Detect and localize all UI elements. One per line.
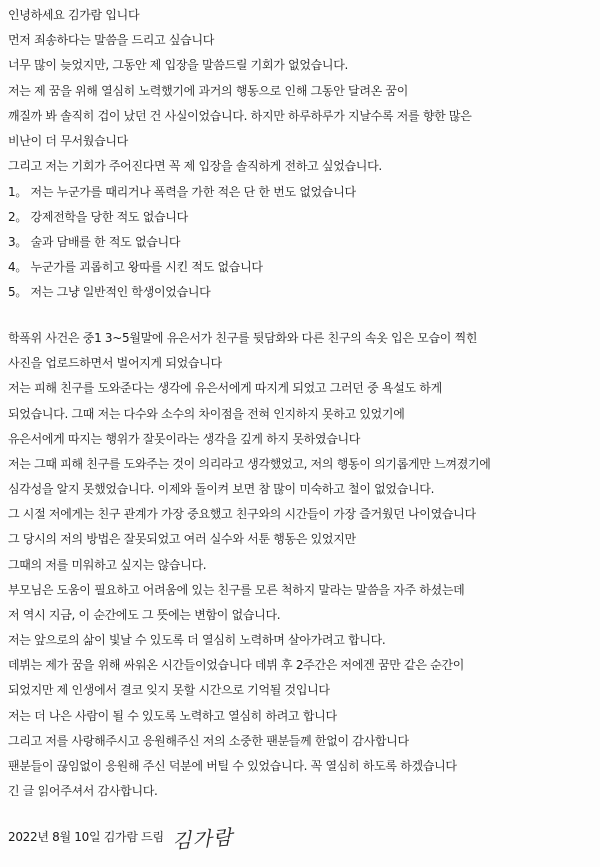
- letter-line: 5。 저는 그냥 일반적인 학생이었습니다: [8, 285, 211, 299]
- letter-line: 먼저 죄송하다는 말씀을 드리고 싶습니다: [8, 33, 215, 47]
- letter-line: 그리고 저는 기회가 주어진다면 꼭 제 입장을 솔직하게 전하고 싶었습니다.: [8, 159, 382, 173]
- letter-line: 되었지만 제 인생에서 결코 잊지 못할 시간으로 기억될 것입니다: [8, 683, 330, 697]
- letter-line: 그 시절 저에게는 친구 관계가 가장 중요했고 친구와의 시간들이 가장 즐거웠던 나이였습니다: [8, 507, 476, 521]
- letter-line: 사진을 업로드하면서 벌어지게 되었습니다: [8, 356, 222, 370]
- letter-line: 되었습니다. 그때 저는 다수와 소수의 차이점을 전혀 인지하지 못하고 있었기에: [8, 407, 405, 421]
- letter-line: 팬분들이 끊임없이 응원해 주신 덕분에 버틸 수 있었습니다. 꼭 열심히 하도록 하겠습니다: [8, 759, 457, 773]
- letter-line: 너무 많이 늦었지만, 그동안 제 입장을 말씀드릴 기회가 없었습니다.: [8, 58, 349, 72]
- letter-line: 저는 그때 피해 친구를 도와주는 것이 의리라고 생각했었고, 저의 행동이 의기롭게만 느껴졌기에: [8, 457, 491, 471]
- letter-line: 2。 강제전학을 당한 적도 없습니다: [8, 210, 188, 224]
- letter-line: 4。 누군가를 괴롭히고 왕따를 시킨 적도 없습니다: [8, 260, 263, 274]
- letter-line: 저는 피해 친구를 도와준다는 생각에 유은서에게 따지게 되었고 그러던 중 욕설도 하게: [8, 381, 442, 395]
- letter-line: 유은서에게 따지는 행위가 잘못이라는 생각을 깊게 하지 못하였습니다: [8, 432, 361, 446]
- letter-line: 부모님은 도움이 필요하고 어려움에 있는 친구를 모른 척하지 말라는 말씀을 자주 하셨는데: [8, 583, 465, 597]
- letter-line: 저는 더 나은 사람이 될 수 있도록 노력하고 열심히 하려고 합니다: [8, 709, 337, 723]
- letter-line: 비난이 더 무서웠습니다: [8, 134, 128, 148]
- letter-line: 저는 앞으로의 삶이 빛날 수 있도록 더 열심히 노력하며 살아가려고 합니다.: [8, 633, 386, 647]
- letter-line: 저는 제 꿈을 위해 열심히 노력했기에 과거의 행동으로 인해 그동안 달려온 꿈이: [8, 84, 409, 98]
- letter-line: 데뷔는 제가 꿈을 위해 싸워온 시간들이었습니다 데뷔 후 2주간은 저에겐 꿈만 같은 순간이: [8, 658, 465, 672]
- date-line: 2022년 8월 10일 김가람 드림: [8, 830, 164, 844]
- letter-line: 긴 글 읽어주셔서 감사합니다.: [8, 784, 158, 798]
- letter-line: 저 역시 지금, 이 순간에도 그 뜻에는 변함이 없습니다.: [8, 608, 281, 622]
- letter-line: 깨질까 봐 솔직히 겁이 났던 건 사실이었습니다. 하지만 하루하루가 지날수록 저를 향한 많은: [8, 109, 472, 123]
- letter-line: 그때의 저를 미워하고 싶지는 않습니다.: [8, 558, 207, 572]
- handwritten-signature: 김가람: [171, 824, 234, 854]
- letter-line: 그 당시의 저의 방법은 잘못되었고 여러 실수와 서툰 행동은 있었지만: [8, 532, 356, 546]
- letter-line: 1。 저는 누군가를 때리거나 폭력을 가한 적은 단 한 번도 없었습니다: [8, 185, 356, 199]
- letter-line: 3。 술과 담배를 한 적도 없습니다: [8, 235, 181, 249]
- letter-line: 학폭위 사건은 중1 3~5월말에 유은서가 친구를 뒷담화와 다른 친구의 속옷 입은 모습이 찍힌: [8, 331, 478, 345]
- letter-line: 인녕하세요 김가람 입니다: [8, 8, 140, 22]
- letter-line: 심각성을 알지 못했었습니다. 이제와 돌이켜 보면 참 많이 미숙하고 철이 없었습니다.: [8, 482, 435, 496]
- letter-line: 그리고 저를 사랑해주시고 응원해주신 저의 소중한 팬분들께 한없이 감사합니다: [8, 734, 409, 748]
